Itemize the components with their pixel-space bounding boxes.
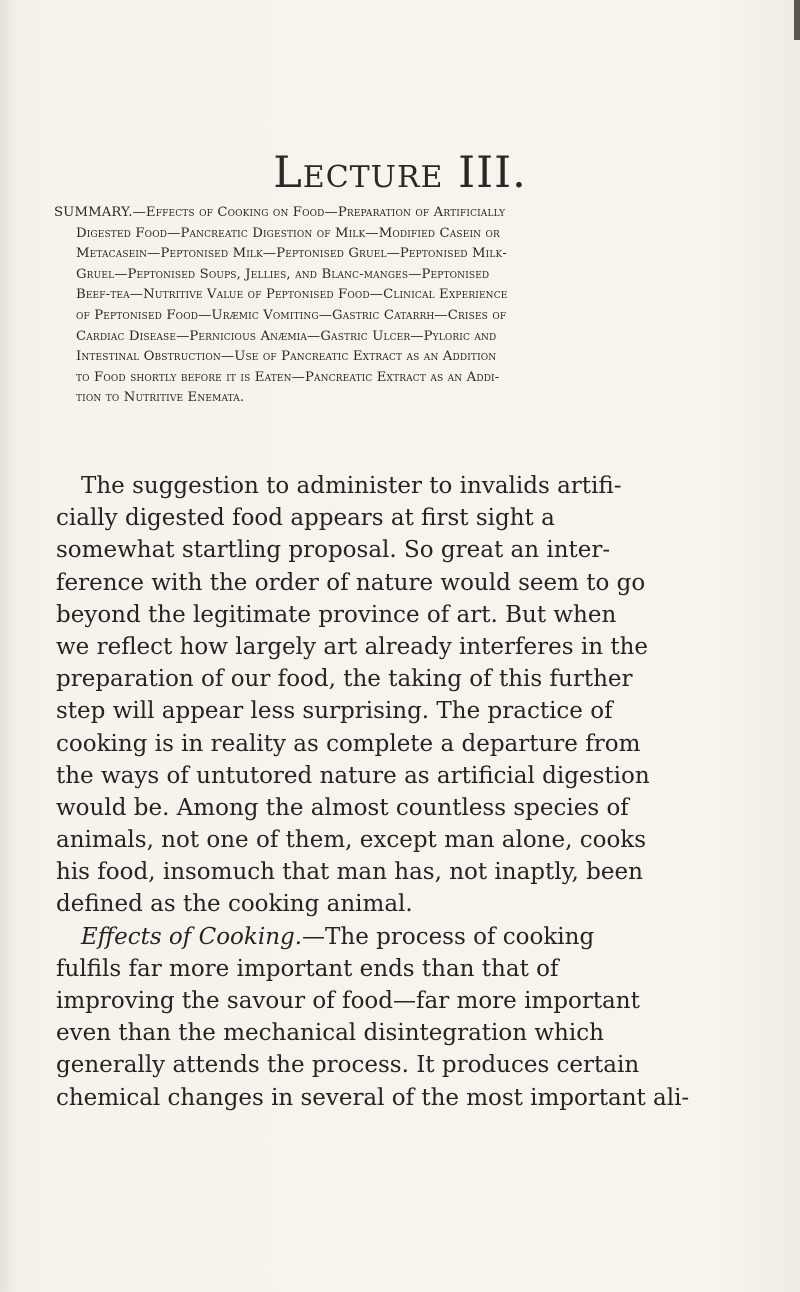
section-title-continuation: —The process of cooking <box>302 923 595 950</box>
body-line: ference with the order of nature would seem to go <box>56 569 646 596</box>
summary-line: Cardiac Disease—Pernicious Anæmia—Gastric Ulcer—Pyloric and <box>76 328 497 344</box>
summary-line: to Food shortly before it is Eaten—Pancreatic Extract as an Addi- <box>76 369 500 385</box>
summary-line: Gruel—Peptonised Soups, Jellies, and Blanc-manges—Peptonised <box>76 266 490 282</box>
body-line: defined as the cooking animal. <box>56 891 413 918</box>
body-line: The suggestion to administer to invalids artifi- <box>81 473 622 499</box>
body-line: we reflect how largely art already interferes in the <box>56 633 649 660</box>
lecture-heading: Lecture III. <box>273 148 527 198</box>
body-line <box>56 921 680 953</box>
body-line: somewhat startling proposal. So great an inter- <box>56 537 611 564</box>
page-edge-mark <box>794 0 800 40</box>
body-line: fulfils far more important ends than that of <box>56 955 559 982</box>
body-text <box>56 470 690 1114</box>
body-line: generally attends the process. It produces certain <box>56 1052 640 1079</box>
body-line: improving the savour of food—far more important <box>56 988 640 1014</box>
body-line: his food, insomuch that man has, not inaptly, been <box>56 859 643 886</box>
summary-line: Intestinal Obstruction—Use of Pancreatic Extract as an Addition <box>76 349 497 365</box>
body-line: cooking is in reality as complete a departure from <box>56 730 641 757</box>
summary-line: of Peptonised Food—Uræmic Vomiting—Gastric Catarrh—Crises of <box>76 307 507 323</box>
summary-line: Metacasein—Peptonised Milk—Peptonised Gruel—Peptonised Milk- <box>76 246 507 262</box>
body-line: animals, not one of them, except man alone, cooks <box>56 827 647 854</box>
body-line: preparation of our food, the taking of this further <box>56 666 633 693</box>
body-line: would be. Among the almost countless species of <box>56 794 629 821</box>
body-line: beyond the legitimate province of art. But when <box>56 601 617 628</box>
summary-line: Beef-tea—Nutritive Value of Peptonised Food—Clinical Experience <box>76 287 508 303</box>
summary-line: Digested Food—Pancreatic Digestion of Milk—Modified Casein or <box>76 225 500 241</box>
body-line: even than the mechanical disintegration which <box>56 1020 604 1047</box>
section-title: Effects of Cooking. <box>81 923 303 950</box>
body-line: chemical changes in several of the most important ali- <box>56 1084 690 1111</box>
lecture-summary <box>54 203 714 409</box>
body-line: cially digested food appears at first sight a <box>56 505 555 532</box>
body-line: the ways of untutored nature as artificial digestion <box>56 762 650 789</box>
body-line: step will appear less surprising. The practice of <box>56 698 613 725</box>
summary-line: SUMMARY.—Effects of Cooking on Food—Preparation of Artificially <box>54 205 506 220</box>
summary-line: tion to Nutritive Enemata. <box>76 390 245 406</box>
